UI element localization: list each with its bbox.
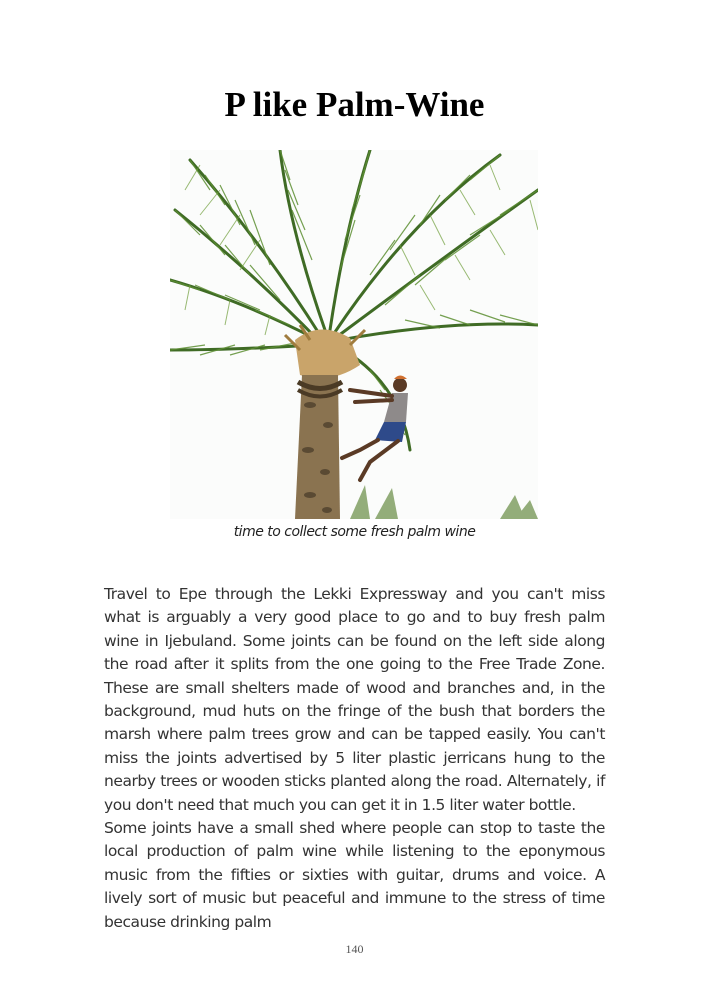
paragraph: Travel to Epe through the Lekki Expressway and you can't miss what is arguably a very good place to go and to buy fresh palm wine in Ijebuland. Some joints can be found on the left side along the road after it splits from the one going to the Free Trade Zone. These are small shelters made of wood and branches and, in the background, mud huts on the fringe of the bush that borders the marsh where palm trees grow and can be tapped easily. You can't miss the joints advertised by 5 liter plastic jerricans hung to the nearby trees or wooden sticks planted along the road. Alternately, if you don't need that much you can get it in 1.5 liter water bottle.: [104, 585, 605, 814]
paragraph: Some joints have a small shed where people can stop to taste the local production of palm wine while listening to the eponymous music from the fifties or sixties with guitar, drums and voice. A lively sort of music but peaceful and immune to the stress of time because drinking palm: [104, 819, 605, 931]
page-number: 140: [345, 942, 364, 956]
palm-tree-photo: [170, 150, 538, 519]
photo-caption: time to collect some fresh palm wine: [233, 524, 476, 540]
article-body: [104, 583, 605, 934]
page-title: P like Palm-Wine: [224, 85, 485, 124]
